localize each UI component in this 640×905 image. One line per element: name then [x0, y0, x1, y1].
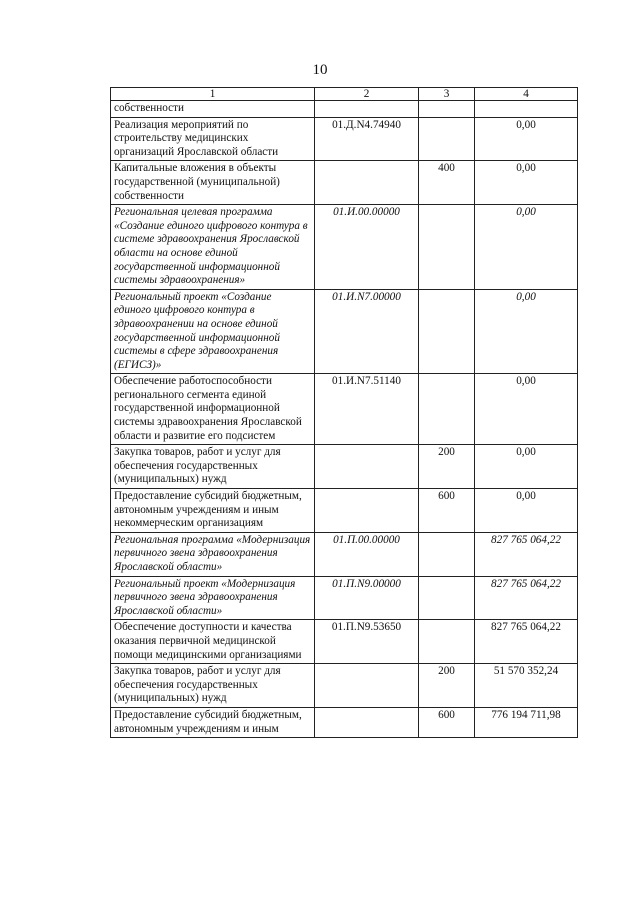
table-body — [111, 101, 578, 738]
row-kvr-cell: 400 — [419, 161, 475, 205]
row-code-cell: 01.И.N7.00000 — [315, 289, 419, 374]
table-row — [111, 489, 578, 533]
row-kvr-cell: 600 — [419, 489, 475, 533]
row-code-cell — [315, 707, 419, 737]
row-name-cell: Региональная программа «Модернизация первичного звена здравоохранения Ярославской области» — [111, 532, 315, 576]
row-kvr-cell — [419, 374, 475, 445]
row-amount-cell: 0,00 — [475, 205, 578, 290]
column-header: 4 — [475, 88, 578, 101]
table-row — [111, 205, 578, 290]
row-name-cell: Обеспечение работоспособности регионального сегмента единой государственной информационной системы здравоохранения Ярославской области и развитие его подсистем — [111, 374, 315, 445]
column-header: 2 — [315, 88, 419, 101]
row-amount-cell: 0,00 — [475, 374, 578, 445]
row-code-cell: 01.П.N9.00000 — [315, 576, 419, 620]
table-row — [111, 161, 578, 205]
row-amount-cell: 0,00 — [475, 489, 578, 533]
row-code-cell: 01.И.00.00000 — [315, 205, 419, 290]
row-code-cell — [315, 161, 419, 205]
row-amount-cell: 827 765 064,22 — [475, 532, 578, 576]
row-kvr-cell — [419, 289, 475, 374]
row-kvr-cell — [419, 576, 475, 620]
table-row — [111, 707, 578, 737]
table-row — [111, 117, 578, 161]
row-name-cell: Обеспечение доступности и качества оказания первичной медицинской помощи медицинскими организациями — [111, 620, 315, 664]
row-code-cell — [315, 664, 419, 708]
table-row — [111, 532, 578, 576]
row-amount-cell: 0,00 — [475, 445, 578, 489]
row-code-cell — [315, 101, 419, 118]
row-amount-cell: 51 570 352,24 — [475, 664, 578, 708]
row-code-cell — [315, 445, 419, 489]
row-amount-cell: 827 765 064,22 — [475, 620, 578, 664]
row-amount-cell: 827 765 064,22 — [475, 576, 578, 620]
table-row — [111, 445, 578, 489]
row-name-cell: Предоставление субсидий бюджетным, автономным учреждениям и иным — [111, 707, 315, 737]
column-header: 1 — [111, 88, 315, 101]
row-code-cell: 01.Д.N4.74940 — [315, 117, 419, 161]
row-amount-cell: 0,00 — [475, 117, 578, 161]
row-amount-cell: 776 194 711,98 — [475, 707, 578, 737]
row-kvr-cell — [419, 532, 475, 576]
row-kvr-cell — [419, 205, 475, 290]
row-code-cell: 01.И.N7.51140 — [315, 374, 419, 445]
row-kvr-cell: 200 — [419, 445, 475, 489]
row-code-cell — [315, 489, 419, 533]
table-row — [111, 374, 578, 445]
row-name-cell: Региональная целевая программа «Создание единого цифрового контура в системе здравоохранения Ярославской области на основе единой государственной информационной системы здравоохранения» — [111, 205, 315, 290]
row-name-cell: Региональный проект «Модернизация первичного звена здравоохранения Ярославской области» — [111, 576, 315, 620]
column-header: 3 — [419, 88, 475, 101]
row-kvr-cell: 200 — [419, 664, 475, 708]
row-code-cell: 01.П.N9.53650 — [315, 620, 419, 664]
row-amount-cell — [475, 101, 578, 118]
page-number: 10 — [312, 62, 328, 78]
row-amount-cell: 0,00 — [475, 289, 578, 374]
table-row — [111, 664, 578, 708]
table-row — [111, 289, 578, 374]
table-row — [111, 576, 578, 620]
row-kvr-cell — [419, 620, 475, 664]
row-name-cell: собственности — [111, 101, 315, 118]
row-kvr-cell: 600 — [419, 707, 475, 737]
row-amount-cell: 0,00 — [475, 161, 578, 205]
row-name-cell: Закупка товаров, работ и услуг для обеспечения государственных (муниципальных) нужд — [111, 445, 315, 489]
table-row — [111, 101, 578, 118]
row-kvr-cell — [419, 117, 475, 161]
row-name-cell: Реализация мероприятий по строительству медицинских организаций Ярославской области — [111, 117, 315, 161]
row-name-cell: Предоставление субсидий бюджетным, автономным учреждениям и иным некоммерческим организациям — [111, 489, 315, 533]
table-header-row — [111, 88, 578, 101]
row-name-cell: Региональный проект «Создание единого цифрового контура в здравоохранении на основе единой государственной информационной системы в сфере здравоохранения (ЕГИСЗ)» — [111, 289, 315, 374]
budget-table — [110, 87, 578, 738]
row-name-cell: Капитальные вложения в объекты государственной (муниципальной) собственности — [111, 161, 315, 205]
table-row — [111, 620, 578, 664]
row-name-cell: Закупка товаров, работ и услуг для обеспечения государственных (муниципальных) нужд — [111, 664, 315, 708]
row-code-cell: 01.П.00.00000 — [315, 532, 419, 576]
row-kvr-cell — [419, 101, 475, 118]
